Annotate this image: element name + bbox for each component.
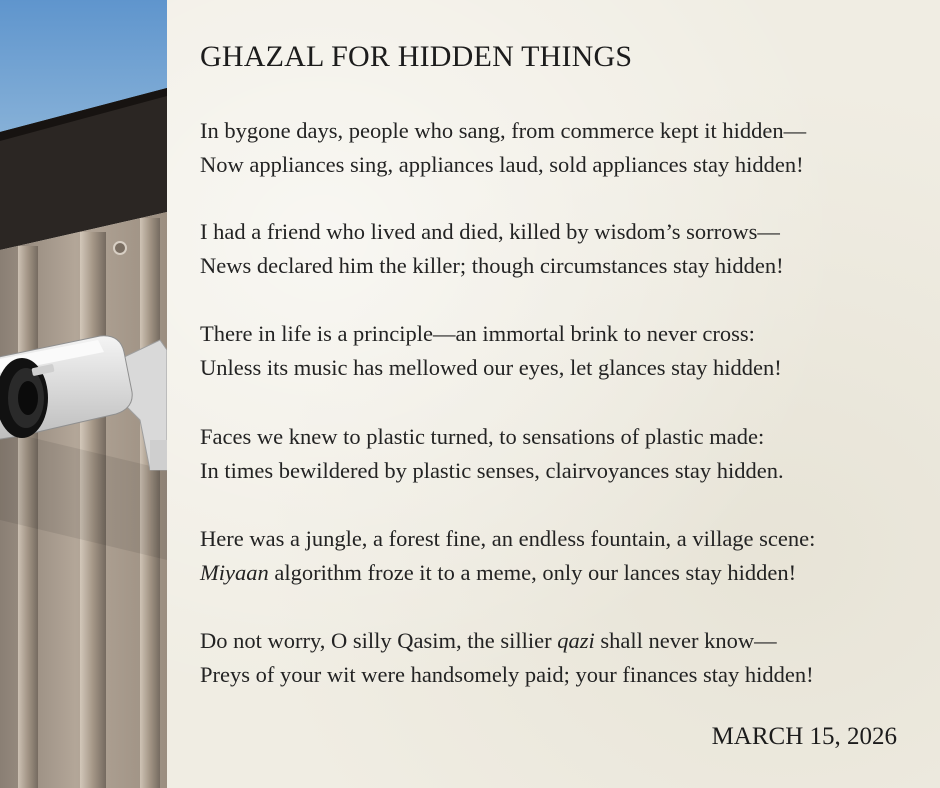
stanza-4 xyxy=(200,420,784,488)
poem-line: Here was a jungle, a forest fine, an endless fountain, a village scene: xyxy=(200,526,816,551)
italic-word: qazi xyxy=(557,628,595,653)
line-text: shall never know— xyxy=(594,628,777,653)
line-text: algorithm froze it to a meme, only our lances stay hidden! xyxy=(268,560,797,585)
poem-date: MARCH 15, 2026 xyxy=(711,723,897,750)
stanza-6 xyxy=(200,624,814,692)
poem-line: In times bewildered by plastic senses, clairvoyances stay hidden. xyxy=(200,458,784,483)
cctv-photo xyxy=(0,0,167,788)
line-text: Do not worry, O silly Qasim, the sillier xyxy=(200,628,558,653)
poem-line: In bygone days, people who sang, from commerce kept it hidden— xyxy=(200,118,807,143)
stanza-3 xyxy=(200,317,782,385)
poem-line: There in life is a principle—an immortal brink to never cross: xyxy=(200,321,755,346)
poem-line: Unless its music has mellowed our eyes, let glances stay hidden! xyxy=(200,355,782,380)
poem-title: GHAZAL FOR HIDDEN THINGS xyxy=(200,40,633,73)
stanza-5 xyxy=(200,522,815,590)
poem-line: Preys of your wit were handsomely paid; your finances stay hidden! xyxy=(200,662,814,687)
poem-line: I had a friend who lived and died, killed by wisdom’s sorrows— xyxy=(200,219,780,244)
poem-line xyxy=(200,624,814,658)
stanza-2 xyxy=(200,215,784,283)
poem-line: News declared him the killer; though circumstances stay hidden! xyxy=(200,253,784,278)
poem-line: Faces we knew to plastic turned, to sensations of plastic made: xyxy=(200,424,765,449)
stanza-1 xyxy=(200,114,806,182)
poem-line: Now appliances sing, appliances laud, sold appliances stay hidden! xyxy=(200,152,804,177)
italic-word: Miyaan xyxy=(200,560,269,585)
poem-line xyxy=(200,556,815,590)
